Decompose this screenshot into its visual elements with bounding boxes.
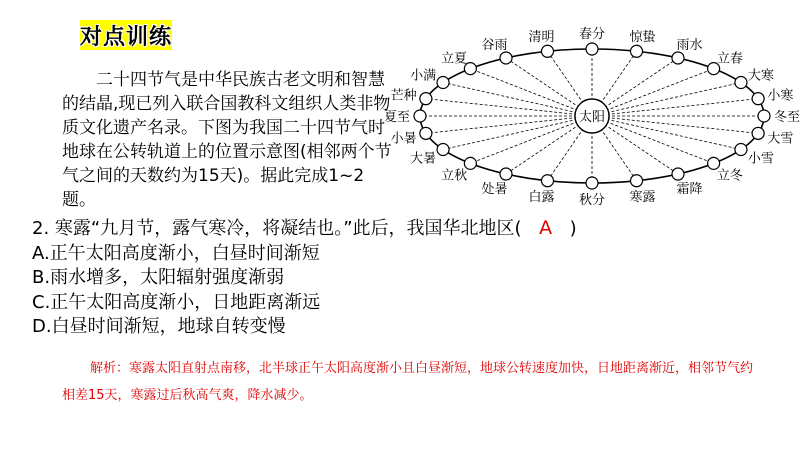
- earth-position-bailu: [541, 175, 553, 187]
- term-label-liqiu: 立秋: [441, 168, 468, 184]
- term-label-bailu: 白露: [528, 190, 555, 206]
- option-a: A.正午太阳高度渐小，白昼时间渐短: [32, 242, 320, 264]
- term-label-daxue: 大雪: [767, 131, 794, 147]
- earth-position-mangzhong: [420, 93, 432, 105]
- earth-position-hanlu: [631, 175, 643, 187]
- section-badge: [80, 20, 172, 50]
- term-label-dongzhi: 冬至: [773, 110, 800, 125]
- earth-position-chushu: [500, 168, 512, 180]
- spoke-lichun: [592, 69, 714, 116]
- term-label-dahan: 大寒: [747, 68, 774, 84]
- spoke-dahan: [592, 83, 741, 117]
- earth-position-jingzhe: [631, 45, 643, 57]
- earth-position-dahan: [735, 77, 747, 89]
- option-d: D.白昼时间渐短，地球自转变慢: [32, 316, 286, 337]
- earth-position-xiaoman: [437, 77, 449, 89]
- spoke-lixia: [470, 69, 592, 116]
- term-label-lidong: 立冬: [716, 168, 743, 184]
- earth-position-xiaoxue: [735, 144, 747, 156]
- solar-terms-diagram: [383, 4, 800, 210]
- spoke-xiaoxue: [592, 116, 741, 150]
- earth-position-dongzhi: [758, 110, 770, 122]
- term-label-qiufen: 秋分: [578, 193, 606, 208]
- option-c: C.正午太阳高度渐小，日地距离渐远: [32, 291, 321, 313]
- term-label-yushui: 雨水: [676, 38, 703, 54]
- term-label-qingming: 清明: [528, 29, 555, 45]
- term-label-hanlu: 寒露: [629, 190, 656, 206]
- earth-position-dashu: [437, 144, 449, 156]
- term-label-jingzhe: 惊蛰: [629, 29, 656, 45]
- term-label-guyu: 谷雨: [481, 38, 508, 54]
- spoke-liqiu: [470, 116, 592, 163]
- earth-position-xiaoshu: [420, 127, 432, 139]
- term-label-xiaoxue: 小雪: [747, 151, 774, 167]
- spoke-daxue: [592, 116, 758, 133]
- sun-label: 太阳: [578, 110, 606, 125]
- term-label-chunfen: 春分: [578, 27, 606, 42]
- term-label-xiaoman: 小满: [410, 68, 437, 84]
- earth-position-daxue: [752, 127, 764, 139]
- term-label-xiaohan: 小寒: [767, 88, 794, 104]
- term-label-mangzhong: 芒种: [390, 88, 417, 104]
- answer-letter: A: [539, 217, 553, 239]
- term-label-xiaoshu: 小暑: [390, 131, 417, 147]
- term-label-shuangjiang: 霜降: [676, 181, 703, 197]
- term-label-lixia: 立夏: [441, 51, 468, 67]
- earth-position-lidong: [708, 157, 720, 169]
- intro-passage: [62, 68, 392, 212]
- question-stem-text: 2. 寒露“九月节，露气寒冷，将凝结也。”此后，我国华北地区(: [32, 218, 522, 239]
- earth-position-guyu: [500, 52, 512, 64]
- earth-position-xiazhi: [414, 110, 426, 122]
- spoke-xiaoman: [443, 83, 592, 117]
- spoke-mangzhong: [426, 99, 592, 116]
- earth-position-yushui: [672, 52, 684, 64]
- analysis-text: 解析：寒露太阳直射点南移，北半球正午太阳高度渐小且白昼渐短，地球公转速度加快，日地距离渐近，相邻节气约相差15天，寒露过后秋高气爽，降水减少。: [62, 361, 754, 403]
- earth-position-qiufen: [586, 177, 598, 189]
- earth-position-xiaohan: [752, 93, 764, 105]
- question-stem-close: ): [569, 218, 577, 239]
- section-badge-label: 对点训练: [80, 24, 173, 50]
- term-label-xiazhi: 夏至: [383, 110, 411, 125]
- earth-position-qingming: [541, 45, 553, 57]
- spoke-xiaohan: [592, 99, 758, 116]
- question-stem: [32, 216, 772, 242]
- spoke-xiaoshu: [426, 116, 592, 133]
- question-block: [32, 216, 772, 340]
- spoke-lidong: [592, 116, 714, 163]
- intro-text: 二十四节气是中华民族古老文明和智慧的结晶,现已列入联合国教科文组织人类非物质文化遗产名录。下图为我国二十四节气时地球在公转轨道上的位置示意图(相邻两个节气之间的天数约为15天)。据此完成1~2题。: [62, 70, 392, 210]
- earth-position-chunfen: [586, 43, 598, 55]
- term-label-lichun: 立春: [716, 51, 743, 67]
- term-label-dashu: 大暑: [410, 151, 437, 167]
- option-b: B.雨水增多，太阳辐射强度渐弱: [32, 267, 285, 288]
- earth-position-liqiu: [464, 157, 476, 169]
- term-label-chushu: 处暑: [481, 181, 508, 197]
- spoke-dashu: [443, 116, 592, 150]
- earth-position-shuangjiang: [672, 168, 684, 180]
